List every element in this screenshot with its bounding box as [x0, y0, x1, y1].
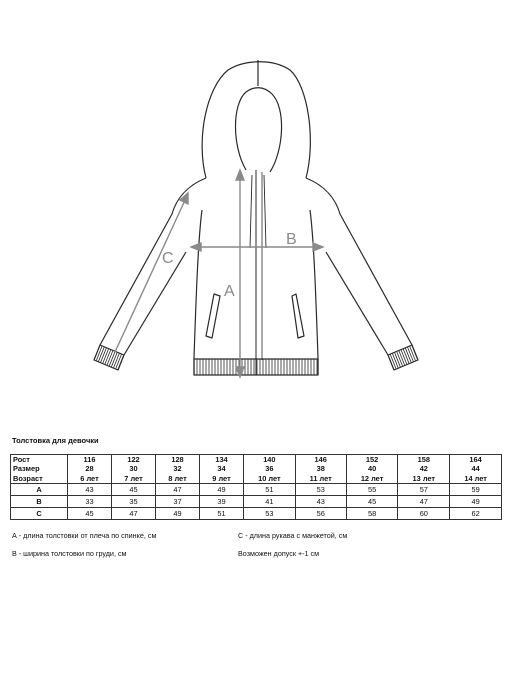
table-cell: 56	[295, 508, 346, 520]
table-cell: 51	[200, 508, 244, 520]
note-a: А - длина толстовки от плеча по спинке, см	[12, 531, 157, 540]
table-cell: 116	[68, 455, 112, 465]
hood-opening	[236, 88, 282, 172]
table-cell: 53	[244, 508, 296, 520]
table-cell: 39	[200, 496, 244, 508]
table-cell: 47	[156, 484, 200, 496]
table-cell: 62	[450, 508, 502, 520]
table-cell: 34	[200, 464, 244, 473]
table-cell: 128	[156, 455, 200, 465]
table-cell: 49	[450, 496, 502, 508]
table-cell: 45	[346, 496, 398, 508]
table-row	[11, 455, 502, 465]
table-cell: 51	[244, 484, 296, 496]
table-cell: 134	[200, 455, 244, 465]
table-cell: 6 лет	[68, 474, 112, 484]
table-cell: 47	[112, 508, 156, 520]
label-c: C	[162, 250, 174, 267]
row-label: Возраст	[11, 474, 68, 484]
table-cell: 28	[68, 464, 112, 473]
table-cell: 140	[244, 455, 296, 465]
table-cell: 158	[398, 455, 450, 465]
table-row	[11, 474, 502, 484]
table-row	[11, 496, 502, 508]
body-left-outline	[100, 178, 206, 375]
row-label: B	[11, 496, 68, 508]
table-cell: 47	[398, 496, 450, 508]
table-cell: 60	[398, 508, 450, 520]
table-row	[11, 484, 502, 496]
table-cell: 42	[398, 464, 450, 473]
table-cell: 146	[295, 455, 346, 465]
table-cell: 57	[398, 484, 450, 496]
size-table	[10, 454, 502, 520]
left-pocket	[206, 294, 220, 338]
table-cell: 12 лет	[346, 474, 398, 484]
table-cell: 8 лет	[156, 474, 200, 484]
row-label: C	[11, 508, 68, 520]
table-cell: 55	[346, 484, 398, 496]
table-cell: 45	[112, 484, 156, 496]
table-cell: 43	[68, 484, 112, 496]
table-cell: 58	[346, 508, 398, 520]
note-c: С - длина рукава с манжетой, см	[238, 531, 348, 540]
table-cell: 10 лет	[244, 474, 296, 484]
table-cell: 164	[450, 455, 502, 465]
table-cell: 11 лет	[295, 474, 346, 484]
table-cell: 33	[68, 496, 112, 508]
table-cell: 44	[450, 464, 502, 473]
table-title: Толстовка для девочки	[12, 436, 99, 445]
row-label: Размер	[11, 464, 68, 473]
label-b: B	[286, 231, 297, 248]
table-row	[11, 464, 502, 473]
hood-outline	[202, 62, 310, 178]
table-cell: 30	[112, 464, 156, 473]
table-cell: 14 лет	[450, 474, 502, 484]
table-cell: 9 лет	[200, 474, 244, 484]
note-tolerance: Возможен допуск +-1 см	[238, 549, 320, 558]
note-b: В - ширина толстовки по груди, см	[12, 549, 127, 558]
table-cell: 41	[244, 496, 296, 508]
body-right-outline	[306, 178, 412, 375]
table-row	[11, 508, 502, 520]
table-cell: 152	[346, 455, 398, 465]
row-label: A	[11, 484, 68, 496]
table-cell: 13 лет	[398, 474, 450, 484]
table-cell: 122	[112, 455, 156, 465]
table-cell: 38	[295, 464, 346, 473]
table-cell: 53	[295, 484, 346, 496]
table-cell: 36	[244, 464, 296, 473]
right-pocket	[292, 294, 304, 338]
table-cell: 7 лет	[112, 474, 156, 484]
table-cell: 49	[156, 508, 200, 520]
table-cell: 45	[68, 508, 112, 520]
table-cell: 35	[112, 496, 156, 508]
table-cell: 37	[156, 496, 200, 508]
label-a: A	[224, 283, 235, 300]
row-label: Рост	[11, 455, 68, 465]
table-cell: 59	[450, 484, 502, 496]
measure-line-c	[115, 198, 186, 352]
table-cell: 32	[156, 464, 200, 473]
table-cell: 40	[346, 464, 398, 473]
right-sleeve-inner	[326, 252, 388, 355]
left-sleeve-inner	[124, 252, 186, 355]
table-cell: 43	[295, 496, 346, 508]
table-cell: 49	[200, 484, 244, 496]
